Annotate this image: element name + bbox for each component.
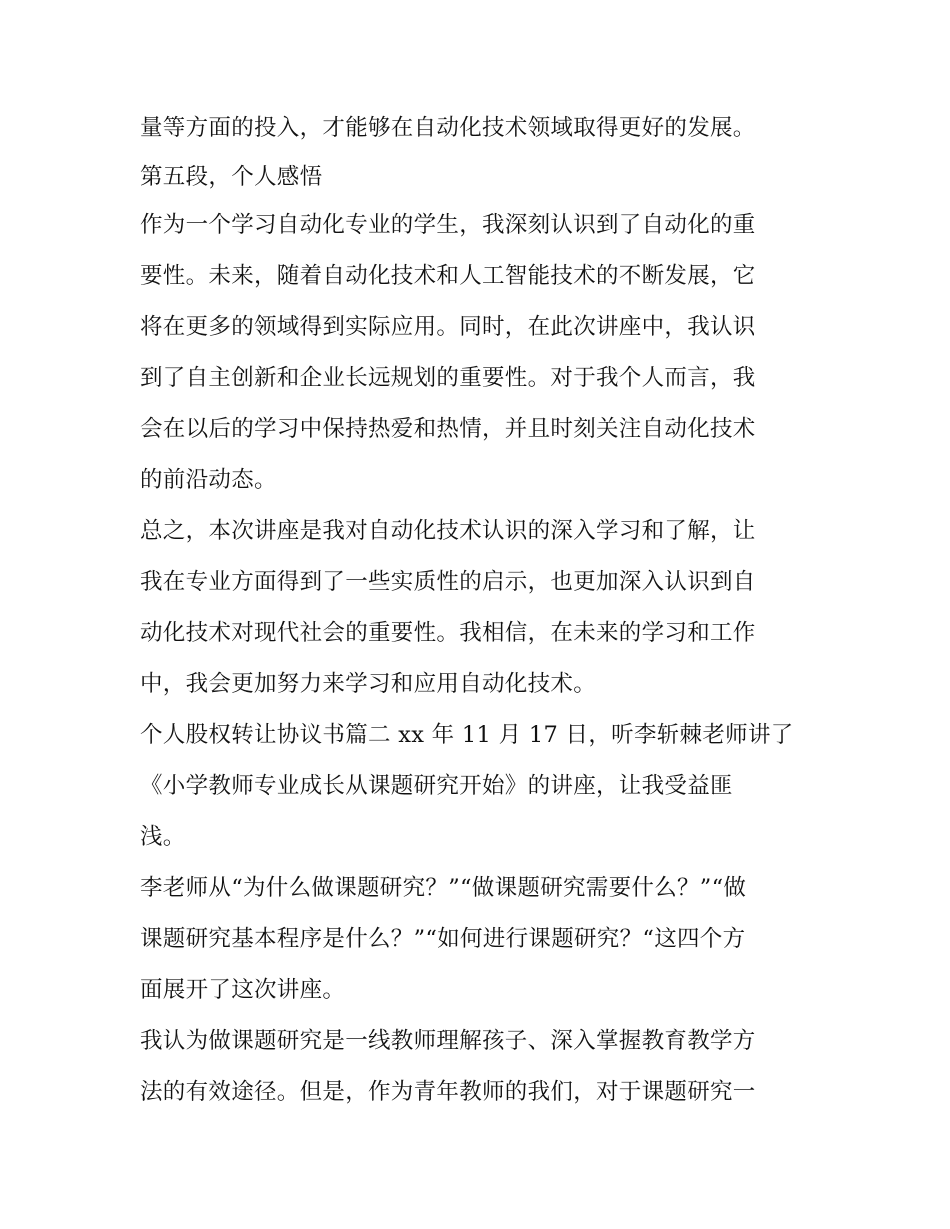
text-line: 面展开了这次讲座。 [140, 977, 346, 1003]
text-line: 课题研究基本程序是什么？”“如何进行课题研究？“这四个方 [140, 926, 746, 952]
text-line: 作为一个学习自动化专业的学生，我深刻认识到了自动化的重 [140, 212, 756, 238]
text-line: 的前沿动态。 [140, 467, 277, 493]
text-line: 到了自主创新和企业长远规划的重要性。对于我个人而言，我 [140, 365, 756, 391]
text-line: 要性。未来，随着自动化技术和人工智能技术的不断发展，它 [140, 263, 756, 289]
text-line: 量等方面的投入，才能够在自动化技术领域取得更好的发展。 [140, 115, 756, 141]
text-line: 我认为做课题研究是一线教师理解孩子、深入掌握教育教学方 [140, 1028, 756, 1054]
text-line: 会在以后的学习中保持热爱和热情，并且时刻关注自动化技术 [140, 416, 756, 442]
text-line: 法的有效途径。但是，作为青年教师的我们，对于课题研究一 [140, 1079, 756, 1105]
document-body [140, 103, 820, 1118]
text-line: 动化技术对现代社会的重要性。我相信，在未来的学习和工作 [140, 620, 756, 646]
text-line: 我在专业方面得到了一些实质性的启示，也更加深入认识到自 [140, 569, 756, 595]
text-line: 中，我会更加努力来学习和应用自动化技术。 [140, 671, 597, 697]
text-line: 将在更多的领域得到实际应用。同时，在此次讲座中，我认识 [140, 314, 756, 340]
text-line: 《小学教师专业成长从课题研究开始》的讲座，让我受益匪 [140, 773, 733, 799]
text-line: 浅。 [140, 824, 186, 850]
section-heading: 第五段，个人感悟 [140, 164, 323, 190]
text-line: 总之，本次讲座是我对自动化技术认识的深入学习和了解，让 [140, 518, 756, 544]
text-line: 个人股权转让协议书篇二 xx 年 11 月 17 日，听李斩棘老师讲了 [140, 722, 794, 748]
text-line: 李老师从“为什么做课题研究？”“做课题研究需要什么？”“做 [140, 875, 747, 901]
